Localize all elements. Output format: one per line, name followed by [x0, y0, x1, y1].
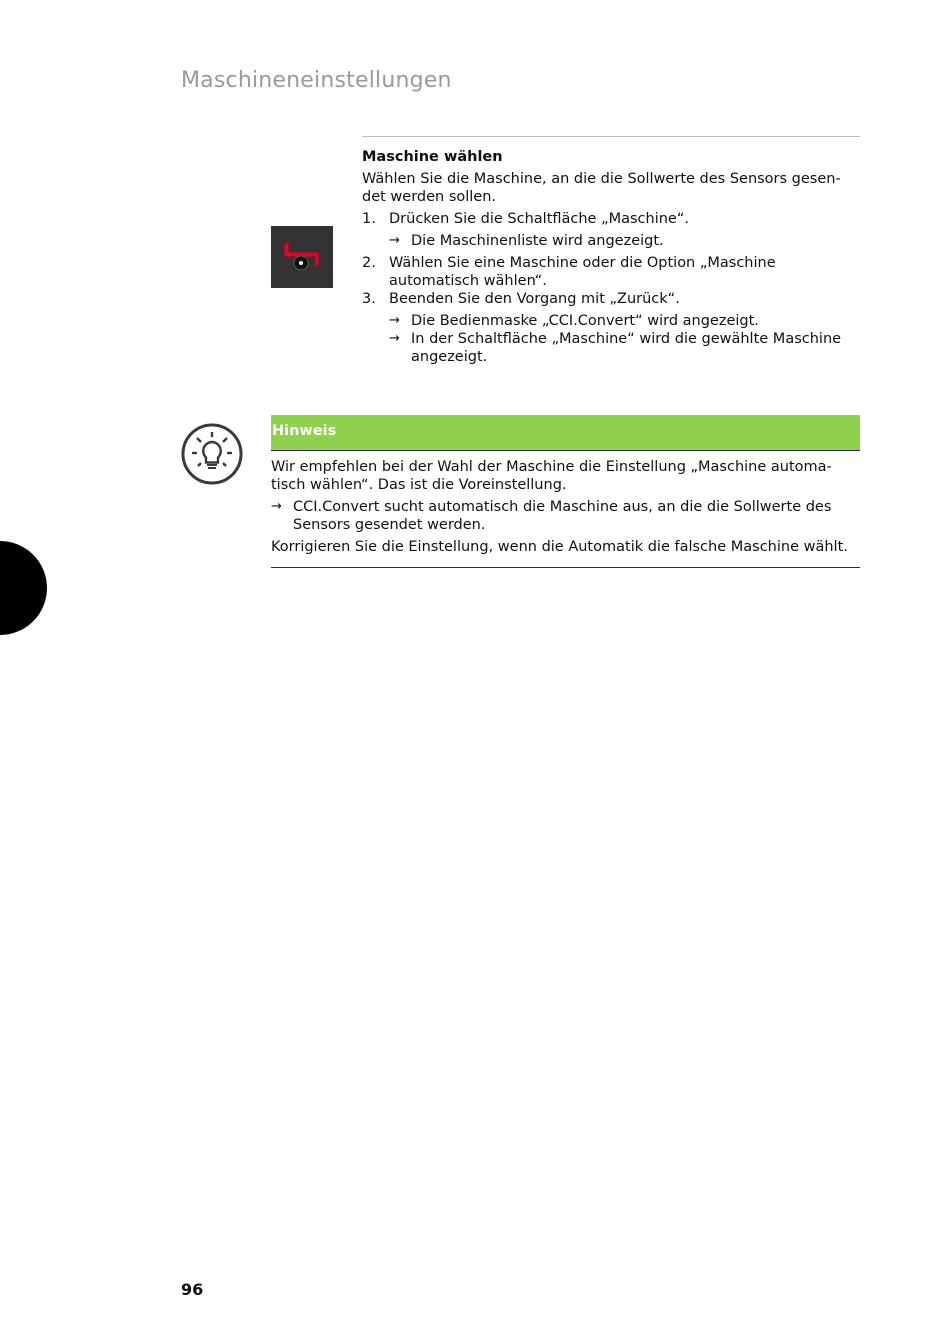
step-result	[362, 232, 860, 250]
chapter-tab-marker	[0, 541, 47, 635]
arrow-icon: →	[389, 313, 400, 328]
step-text: Beenden Sie den Vorgang mit „Zurück“.	[389, 291, 680, 307]
page-title: Maschineneinstellungen	[181, 68, 452, 93]
note-footer: Korrigieren Sie die Einstellung, wenn die Automatik die falsche Maschine wählt.	[271, 539, 848, 555]
machine-button-icon	[271, 226, 333, 288]
step-number: 1.	[362, 211, 376, 227]
note-body	[271, 458, 860, 556]
page-number: 96	[181, 1280, 204, 1299]
step-result	[362, 330, 860, 366]
step-text: Wählen Sie eine Maschine oder die Option „Maschine automatisch wählen“.	[389, 255, 776, 289]
step-item	[362, 290, 860, 308]
step-text: Drücken Sie die Schaltfläche „Maschine“.	[389, 211, 689, 227]
note-text: Wir empfehlen bei der Wahl der Maschine die Einstellung „Maschine automa-tisch wählen“. Das ist die Voreinstellung.	[271, 459, 832, 493]
step-item	[362, 254, 860, 290]
section-divider	[362, 136, 860, 137]
step-number: 2.	[362, 255, 376, 271]
result-text: Die Maschinenliste wird angezeigt.	[411, 233, 664, 249]
step-result	[362, 312, 860, 330]
note-header	[271, 415, 860, 451]
note-label: Hinweis	[272, 423, 337, 439]
note-result-text: CCI.Convert sucht automatisch die Maschine aus, an die die Sollwerte des Sensors gesendet werden.	[293, 499, 832, 533]
procedure-title: Maschine wählen	[362, 149, 503, 165]
procedure-section	[362, 148, 860, 366]
step-item	[362, 210, 860, 228]
arrow-icon: →	[271, 499, 282, 514]
step-number: 3.	[362, 291, 376, 307]
arrow-icon: →	[389, 233, 400, 248]
result-text: Die Bedienmaske „CCI.Convert“ wird angezeigt.	[411, 313, 759, 329]
note-result	[271, 498, 860, 534]
lightbulb-icon	[181, 422, 245, 486]
result-text: In der Schaltfläche „Maschine“ wird die gewählte Maschine angezeigt.	[411, 331, 842, 365]
note-divider	[271, 567, 860, 568]
procedure-intro: Wählen Sie die Maschine, an die die Sollwerte des Sensors gesen-det werden sollen.	[362, 171, 841, 205]
arrow-icon: →	[389, 331, 400, 346]
